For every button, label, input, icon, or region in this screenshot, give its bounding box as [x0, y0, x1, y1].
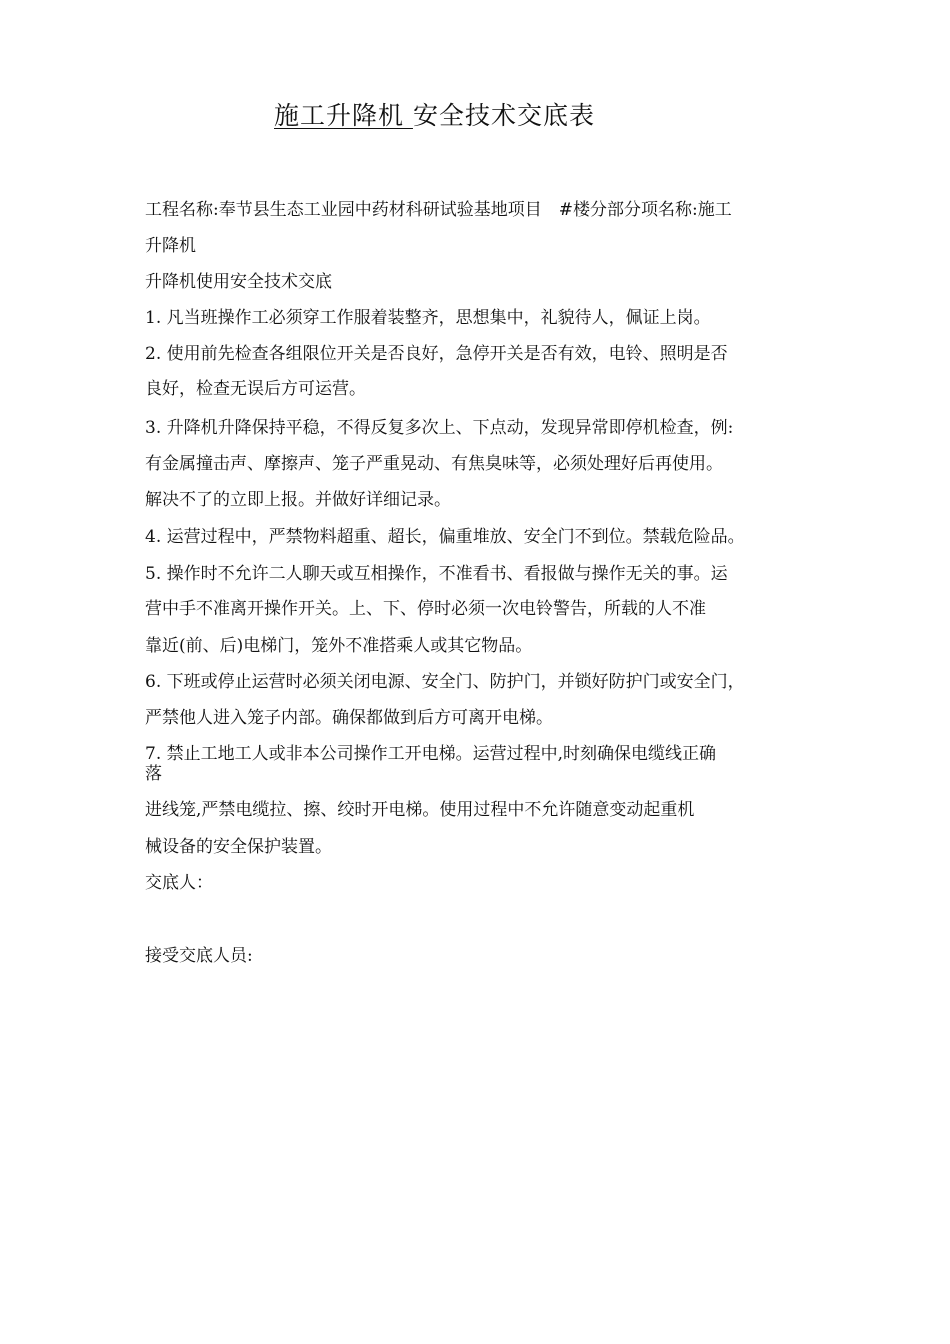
rule-3: 3. 升降机升降保持平稳，不得反复多次上、下点动，发现异常即停机检查，例: — [145, 418, 734, 438]
recipients-label: 接受交底人员: — [145, 946, 253, 966]
rule-4: 4. 运营过程中，严禁物料超重、超长，偏重堆放、安全门不到位。禁载危险品。 — [145, 527, 745, 547]
rule-6: 6. 下班或停止运营时必须关闭电源、安全门、防护门，并锁好防护门或安全门， — [145, 672, 745, 692]
rule-7-wrap: 落 — [145, 764, 162, 784]
rule-2-continued: 良好，检查无误后方可运营。 — [145, 379, 366, 399]
briefer-label: 交底人： — [145, 873, 213, 893]
document-title — [274, 100, 595, 132]
rule-3-continued-2: 解决不了的立即上报。并做好详细记录。 — [145, 490, 451, 510]
rule-6-continued: 严禁他人进入笼子内部。确保都做到后方可离开电梯。 — [145, 708, 553, 728]
rule-3-continued: 有金属撞击声、摩擦声、笼子严重晃动、有焦臭味等，必须处理好后再使用。 — [145, 454, 723, 474]
title-underlined-part: 施工升降机 — [274, 101, 413, 130]
rule-7-continued-2: 械设备的安全保护装置。 — [145, 837, 332, 857]
project-name-line: 工程名称:奉节县生态工业园中药材科研试验基地项目 #楼分部分项名称:施工 — [145, 200, 732, 220]
rule-5: 5. 操作时不允许二人聊天或互相操作，不准看书、看报做与操作无关的事。运 — [145, 564, 728, 584]
section-heading: 升降机使用安全技术交底 — [145, 272, 332, 292]
rule-7: 7. 禁止工地工人或非本公司操作工开电梯。运营过程中,时刻确保电缆线正确 — [145, 744, 717, 764]
rule-5-continued: 营中手不准离开操作开关。上、下、停时必须一次电铃警告，所载的人不准 — [145, 599, 706, 619]
title-rest-part: 安全技术交底表 — [412, 101, 595, 130]
project-name-line-continued: 升降机 — [145, 236, 196, 256]
rule-1: 1. 凡当班操作工必须穿工作服着装整齐，思想集中，礼貌待人，佩证上岗。 — [145, 308, 711, 328]
rule-2: 2. 使用前先检查各组限位开关是否良好，急停开关是否有效，电铃、照明是否 — [145, 344, 728, 364]
rule-5-continued-2: 靠近(前、后)电梯门，笼外不准搭乘人或其它物品。 — [145, 636, 533, 656]
rule-7-continued: 进线笼,严禁电缆拉、擦、绞时开电梯。使用过程中不允许随意变动起重机 — [145, 800, 695, 820]
